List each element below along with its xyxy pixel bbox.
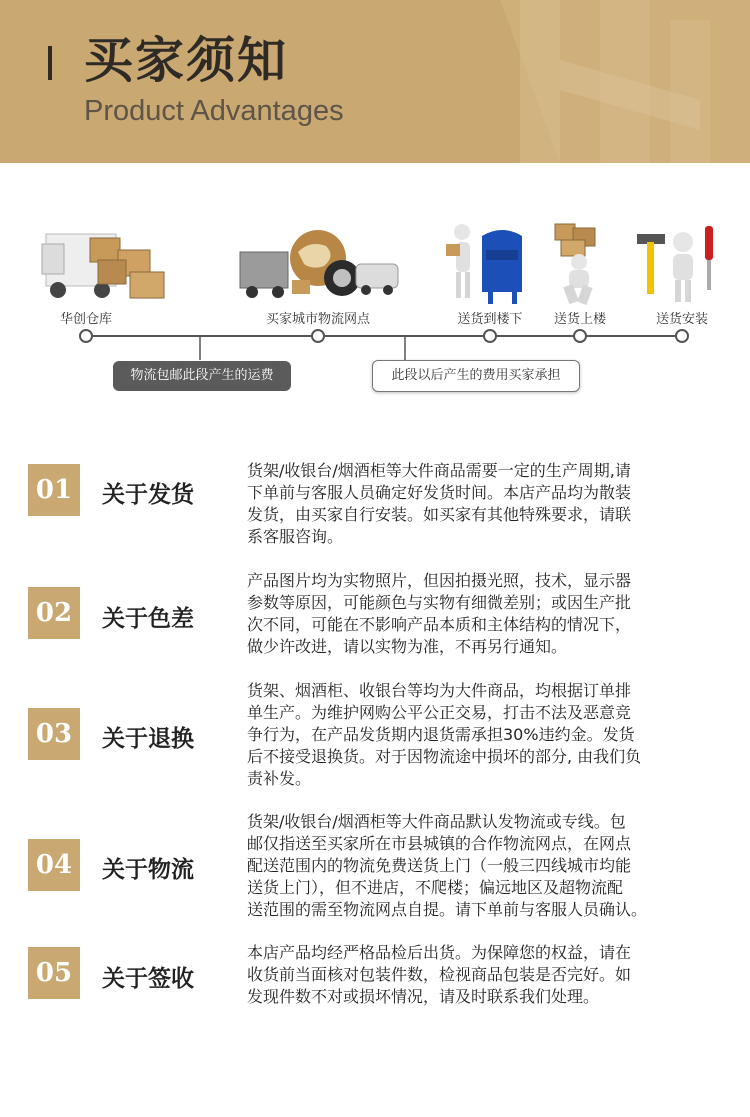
- notice-number: 05: [28, 947, 80, 999]
- notice-description: 货架、烟酒柜、收银台等均为大件商品，均根据订单排 单生产。为维护网购公平公正交易，打击不法及恶意竞 争行为，在产品发货期内退货需承担30%违约金。发货 后不接受退换货。对于因物流途中损坏的部分, 由我们负 责补发。: [247, 681, 642, 788]
- notice-title: 关于签收: [102, 966, 194, 992]
- notice-number: 04: [28, 839, 80, 891]
- stage-label-warehouse: 华创仓库: [59, 312, 113, 327]
- notice-description: 本店产品均经严格品检后出货。为保障您的权益，请在 收货前当面核对包装件数，检视商品包装是否完好。如 发现件数不对或损坏情况，请及时联系我们处理。: [247, 943, 632, 1006]
- title-accent-bar: [48, 46, 52, 80]
- notice-number: 03: [28, 708, 80, 760]
- notice-number: 01: [28, 464, 80, 516]
- notice-description: 产品图片均为实物照片，但因拍摄光照，技术，显示器 参数等原因，可能颜色与实物有细微差别；或因生产批 次不同，可能在不影响产品本质和主体结构的情况下， 做少许改进，请以实物为准，不再另行通知。: [247, 571, 632, 656]
- page-title: 买家须知: [84, 32, 289, 89]
- stage-label-upstairs: 送货上楼: [553, 312, 607, 327]
- notice-title: 关于色差: [102, 606, 194, 632]
- timeline-node: [484, 330, 496, 342]
- stage-label-city-logistics: 买家城市物流网点: [265, 312, 371, 327]
- timeline-node: [312, 330, 324, 342]
- stage-label-install: 送货安装: [655, 312, 709, 327]
- notice-title: 关于发货: [102, 482, 194, 508]
- stage-label-downstairs: 送货到楼下: [457, 312, 523, 327]
- page-subtitle: Product Advantages: [84, 95, 344, 127]
- header-banner: [0, 0, 750, 163]
- timeline-node: [574, 330, 586, 342]
- notice-title: 关于物流: [102, 857, 194, 883]
- timeline-node: [676, 330, 688, 342]
- timeline-node: [80, 330, 92, 342]
- notice-description: 货架/收银台/烟酒柜等大件商品默认发物流或专线。包 邮仅指送至买家所在市县城镇的合作物流网点，在网点 配送范围内的物流免费送货上门（一般三四线城市均能 送货上门），但不进店，不爬楼；偏远地区及超物流配 送范围的需至物流网点自提。请下单前与客服人员确认。: [247, 812, 648, 919]
- notice-number: 02: [28, 587, 80, 639]
- notice-description: 货架/收银台/烟酒柜等大件商品需要一定的生产周期,请 下单前与客服人员确定好发货时间。本店产品均为散装 发货，由买家自行安装。如买家有其他特殊要求，请联 系客服咨询。: [247, 461, 632, 546]
- free-shipping-note: 物流包邮此段产生的运费: [113, 361, 291, 391]
- notice-title: 关于退换: [102, 726, 194, 752]
- logistics-flow: [0, 210, 750, 410]
- buyer-cost-note: 此段以后产生的费用买家承担: [372, 360, 580, 392]
